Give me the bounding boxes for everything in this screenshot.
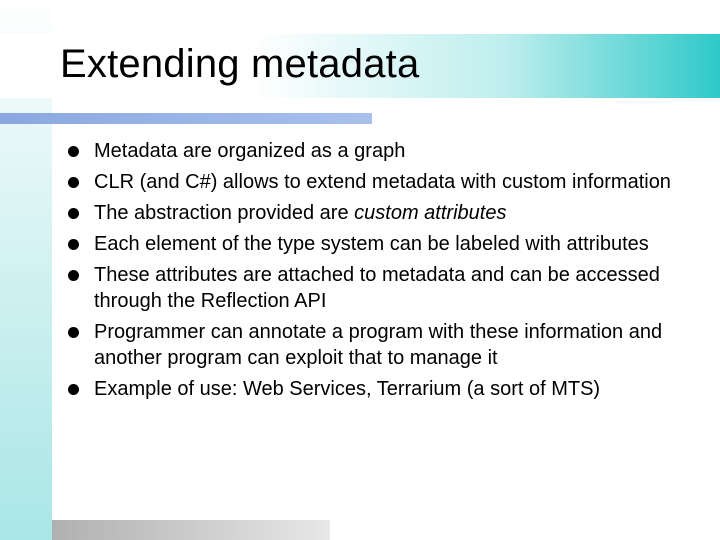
bullet-dot-icon [68, 327, 79, 338]
bullet-dot-icon [68, 177, 79, 188]
bullet-emphasis: custom attributes [354, 202, 507, 224]
bullet-text: CLR (and C#) allows to extend metadata with custom information [94, 171, 671, 193]
bullet-item [62, 138, 712, 164]
bullet-item [62, 231, 712, 257]
bullet-text: Each element of the type system can be labeled with attributes [94, 233, 649, 255]
bullet-text: Metadata are organized as a graph [94, 140, 406, 162]
bullet-item [62, 169, 712, 195]
slide-title: Extending metadata [60, 42, 420, 86]
bullet-item [62, 319, 712, 371]
bullet-item [62, 262, 712, 314]
bottom-gradient-bar [52, 520, 330, 540]
bullet-list [62, 138, 712, 407]
bullet-text: The abstraction provided are [94, 202, 355, 224]
bullet-dot-icon [68, 146, 79, 157]
bullet-dot-icon [68, 239, 79, 250]
bullet-text: These attributes are attached to metadata and can be accessed through the Reflection API [94, 264, 660, 312]
bullet-text: Example of use: Web Services, Terrarium (a sort of MTS) [94, 378, 601, 400]
title-underline-bar [0, 113, 372, 124]
bullet-item [62, 376, 712, 402]
bullet-text: Programmer can annotate a program with these information and another program can exploit that to manage it [94, 321, 663, 369]
bullet-item [62, 200, 712, 226]
bullet-dot-icon [68, 208, 79, 219]
bullet-dot-icon [68, 270, 79, 281]
bullet-dot-icon [68, 384, 79, 395]
